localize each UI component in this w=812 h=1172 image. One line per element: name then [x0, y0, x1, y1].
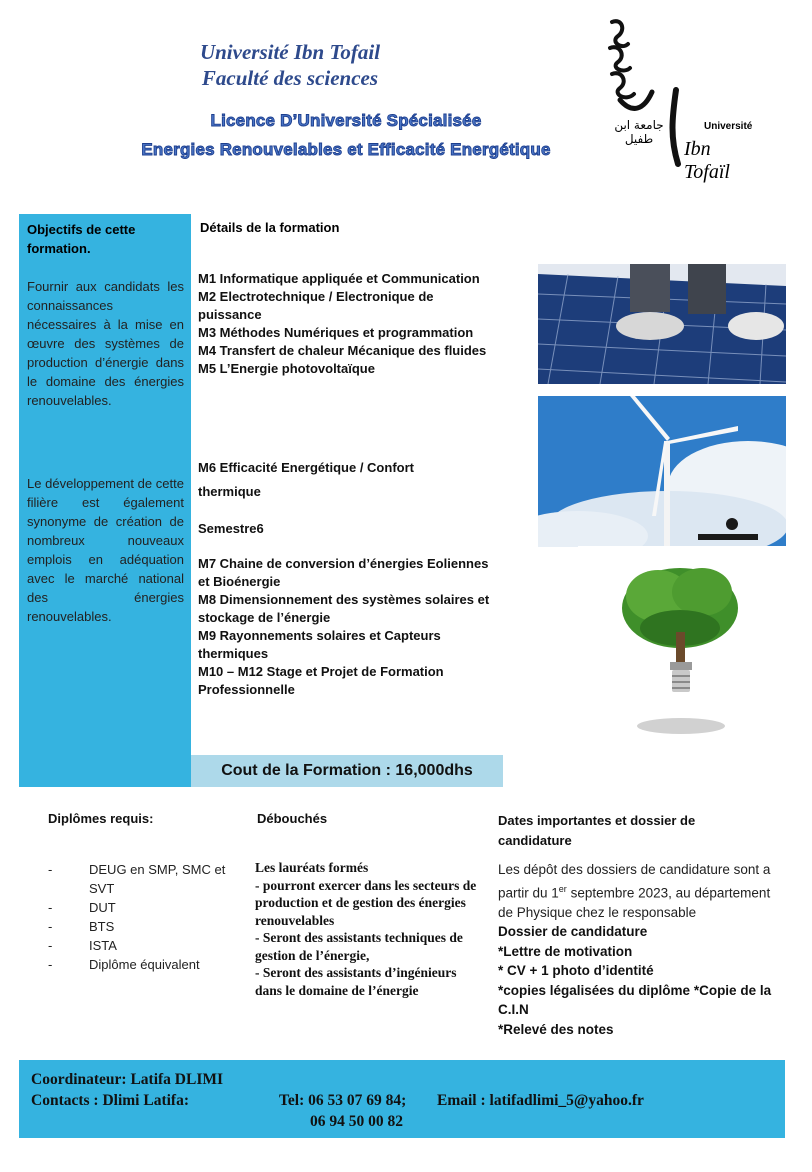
list-item: - DUT	[48, 900, 116, 915]
debouches-line: - Seront des assistants d’ingénieurs dans le domaine de l’énergie	[255, 965, 457, 998]
debouches-line: - pourront exercer dans les secteurs de production et de gestion des énergies renouvelables	[255, 877, 477, 928]
university-name: Université Ibn Tofail	[199, 40, 381, 64]
diplomes-list	[48, 860, 248, 974]
debouches-line: Les lauréats formés	[255, 860, 369, 875]
module-item: M9 Rayonnements solaires et Capteurs thermiques	[198, 628, 441, 661]
objectives-paragraph-1: Fournir aux candidats les connaissances nécessaires à la mise en œuvre des systèmes de production d’énergie dans le domaine des énergies renouvelables.	[27, 279, 184, 408]
coordinator-line: Coordinateur: Latifa DLIMI	[31, 1071, 224, 1088]
objectives-heading-line2: formation.	[27, 241, 91, 256]
module-item: M10 – M12 Stage et Projet de Formation Professionnelle	[198, 664, 444, 697]
module-6-line1: M6 Efficacité Energétique / Confort	[198, 460, 414, 475]
modules-list-b	[198, 555, 498, 699]
module-6-line2: thermique	[198, 484, 261, 499]
diplome-label: Diplôme équivalent	[89, 957, 200, 972]
logo-ibn-tofail: Ibn Tofaïl	[684, 138, 730, 183]
email-link[interactable]: Email : latifadlimi_5@yahoo.fr	[437, 1092, 644, 1109]
diplomes-heading: Diplômes requis:	[48, 811, 154, 826]
faculty-name: Faculté des sciences	[201, 66, 379, 90]
wind-turbine-photo	[538, 396, 786, 547]
diplome-label: DUT	[89, 900, 116, 915]
contacts-label: Contacts : Dlimi Latifa:	[31, 1092, 189, 1109]
objectives-heading	[27, 220, 187, 258]
dates-intro: Les dépôt des dossiers de candidature sont a partir du 1er septembre 2023, au département de Physique chez le responsable	[498, 862, 771, 920]
objectives-heading-line1: Objectifs de cette	[27, 222, 136, 237]
module-item: M8 Dimensionnement des systèmes solaires et stockage de l’énergie	[198, 592, 490, 625]
dossier-item: * CV + 1 photo d’identité	[498, 963, 654, 978]
dossier-item: *Lettre de motivation	[498, 943, 633, 959]
diplome-label: BTS	[89, 919, 115, 934]
diplome-label: ISTA	[89, 938, 117, 953]
dossier-item: *Relevé des notes	[498, 1021, 614, 1037]
dates-heading: Dates importantes et dossier de candidature	[498, 813, 696, 848]
debouches-line: - Seront des assistants techniques de gestion de l’énergie,	[255, 930, 463, 963]
list-item: - BTS	[48, 919, 115, 934]
module-item: M4 Transfert de chaleur Mécanique des fluides	[198, 343, 487, 358]
module-item: M1 Informatique appliquée et Communication	[198, 271, 480, 286]
phone-number: Tel: 06 53 07 69 84;	[279, 1092, 407, 1109]
logo-universite: Université	[704, 121, 753, 132]
module-item: M5 L’Energie photovoltaïque	[198, 361, 375, 376]
module-item: M2 Electrotechnique / Electronique de puissance	[198, 289, 434, 322]
modules-list-a	[198, 270, 498, 378]
objectives-paragraph-2: Le développement de cette filière est également synonyme de création de nombreux nouveaux emplois en adéquation avec le marché national des énergies renouvelables.	[27, 476, 184, 624]
details-heading: Détails de la formation	[200, 220, 340, 235]
dossier-heading: Dossier de candidature	[498, 924, 648, 939]
module-6	[198, 456, 498, 504]
list-item: - ISTA	[48, 938, 117, 953]
module-item: M3 Méthodes Numériques et programmation	[198, 325, 474, 340]
cost-label: Cout de la Formation : 16,000dhs	[221, 762, 473, 779]
list-item: - DEUG en SMP, SMC et SVT	[48, 862, 226, 896]
phone-number-2: 06 94 50 00 82	[310, 1113, 403, 1130]
debouches-heading: Débouchés	[257, 811, 328, 826]
solar-panel-photo	[538, 264, 786, 384]
list-item: - Diplôme équivalent	[48, 957, 200, 972]
diplome-label: DEUG en SMP, SMC et SVT	[89, 862, 226, 896]
university-logo	[600, 18, 760, 183]
tree-lightbulb-photo	[578, 546, 786, 752]
module-item: M7 Chaine de conversion d’énergies Eoliennes et Bioénergie	[198, 556, 489, 589]
debouches-text	[255, 859, 485, 999]
semester-label: Semestre6	[198, 521, 264, 536]
programme-title: Energies Renouvelables et Efficacité Energétique	[141, 140, 551, 159]
dossier-item: *copies légalisées du diplôme *Copie de la C.I.N	[498, 982, 772, 1017]
licence-title: Licence D’Université Spécialisée	[210, 111, 482, 130]
logo-arabic: جامعة ابن طفيل	[614, 118, 664, 146]
dates-text	[498, 860, 783, 1039]
